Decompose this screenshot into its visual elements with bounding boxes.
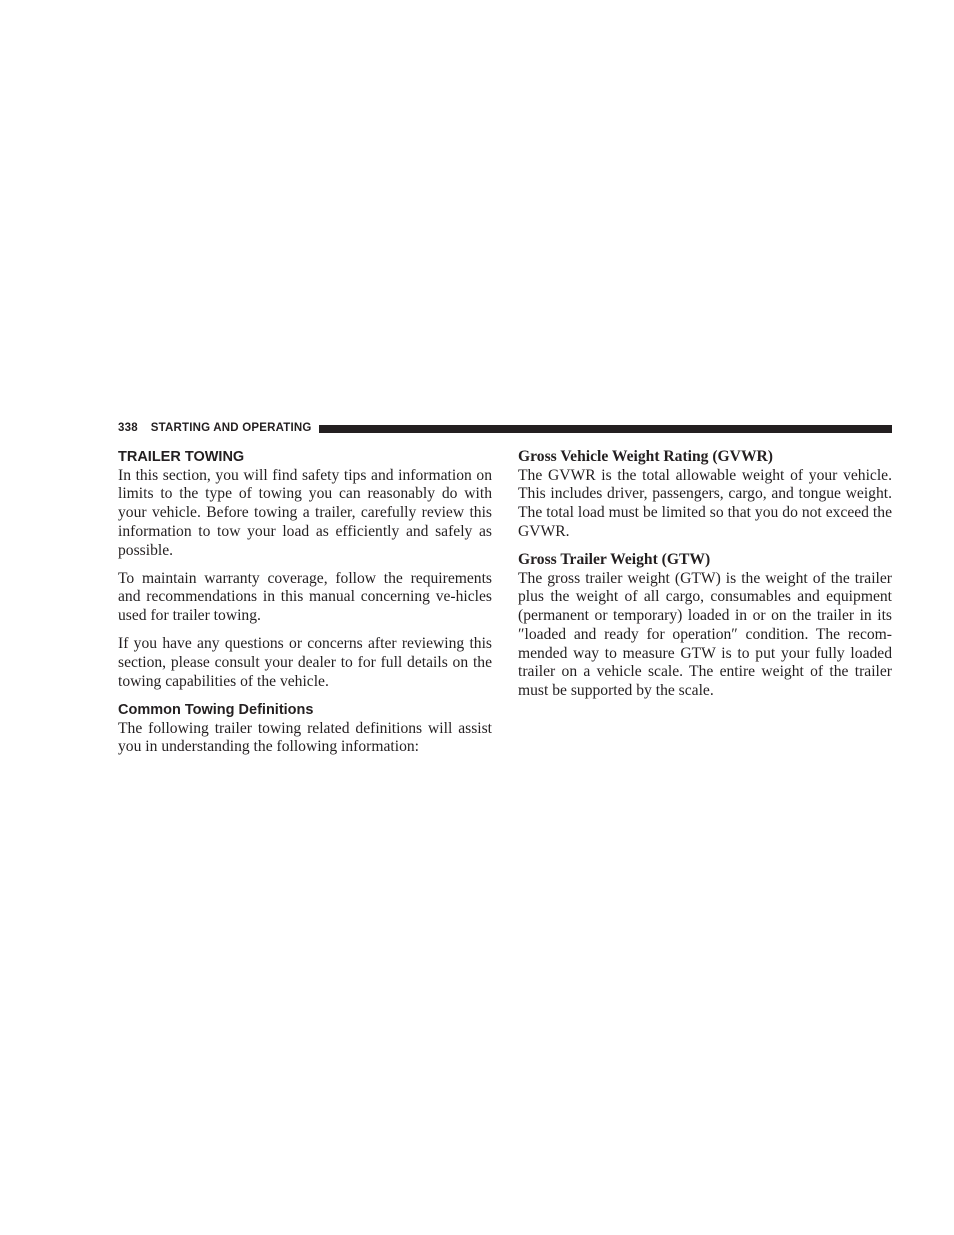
gtw-heading: Gross Trailer Weight (GTW): [518, 551, 711, 569]
definitions-intro-paragraph: The following trailer towing related definitions will assist you in understanding the following information:: [118, 719, 492, 756]
header-rule: [319, 425, 892, 433]
trailer-towing-heading: TRAILER TOWING: [118, 449, 245, 465]
gtw-paragraph: The gross trailer weight (GTW) is the weight of the trailer plus the weight of all cargo, consumables and equipment (permanent or temporary) loaded in or on the trailer in its ″loaded and ready for operation″ condition. The recom-mended way to measure GTW is to put your fully loaded trailer on a vehicle scale. The entire weight of the trailer must be supported by the scale.: [518, 569, 892, 699]
gvwr-heading: Gross Vehicle Weight Rating (GVWR): [518, 448, 773, 465]
page-header: [118, 418, 892, 438]
left-column: [118, 448, 492, 767]
gvwr-paragraph: The GVWR is the total allowable weight of your vehicle. This includes driver, passengers, cargo, and tongue weight. The total load must be limited so that you do not exceed the GVWR.: [518, 466, 892, 540]
intro-paragraph: In this section, you will find safety tips and information on limits to the type of towing you can reasonably do with your vehicle. Before towing a trailer, carefully review this information to tow your load as efficiently and safely as possible.: [118, 466, 492, 559]
right-column: [518, 448, 892, 710]
section-title: STARTING AND OPERATING: [150, 422, 312, 434]
common-towing-definitions-heading: Common Towing Definitions: [118, 701, 314, 718]
page-number: 338: [118, 422, 138, 434]
warranty-paragraph: To maintain warranty coverage, follow the requirements and recommendations in this manual concerning ve-hicles used for trailer towing.: [118, 569, 492, 625]
questions-paragraph: If you have any questions or concerns after reviewing this section, please consult your dealer to for full details on the towing capabilities of the vehicle.: [118, 635, 492, 690]
